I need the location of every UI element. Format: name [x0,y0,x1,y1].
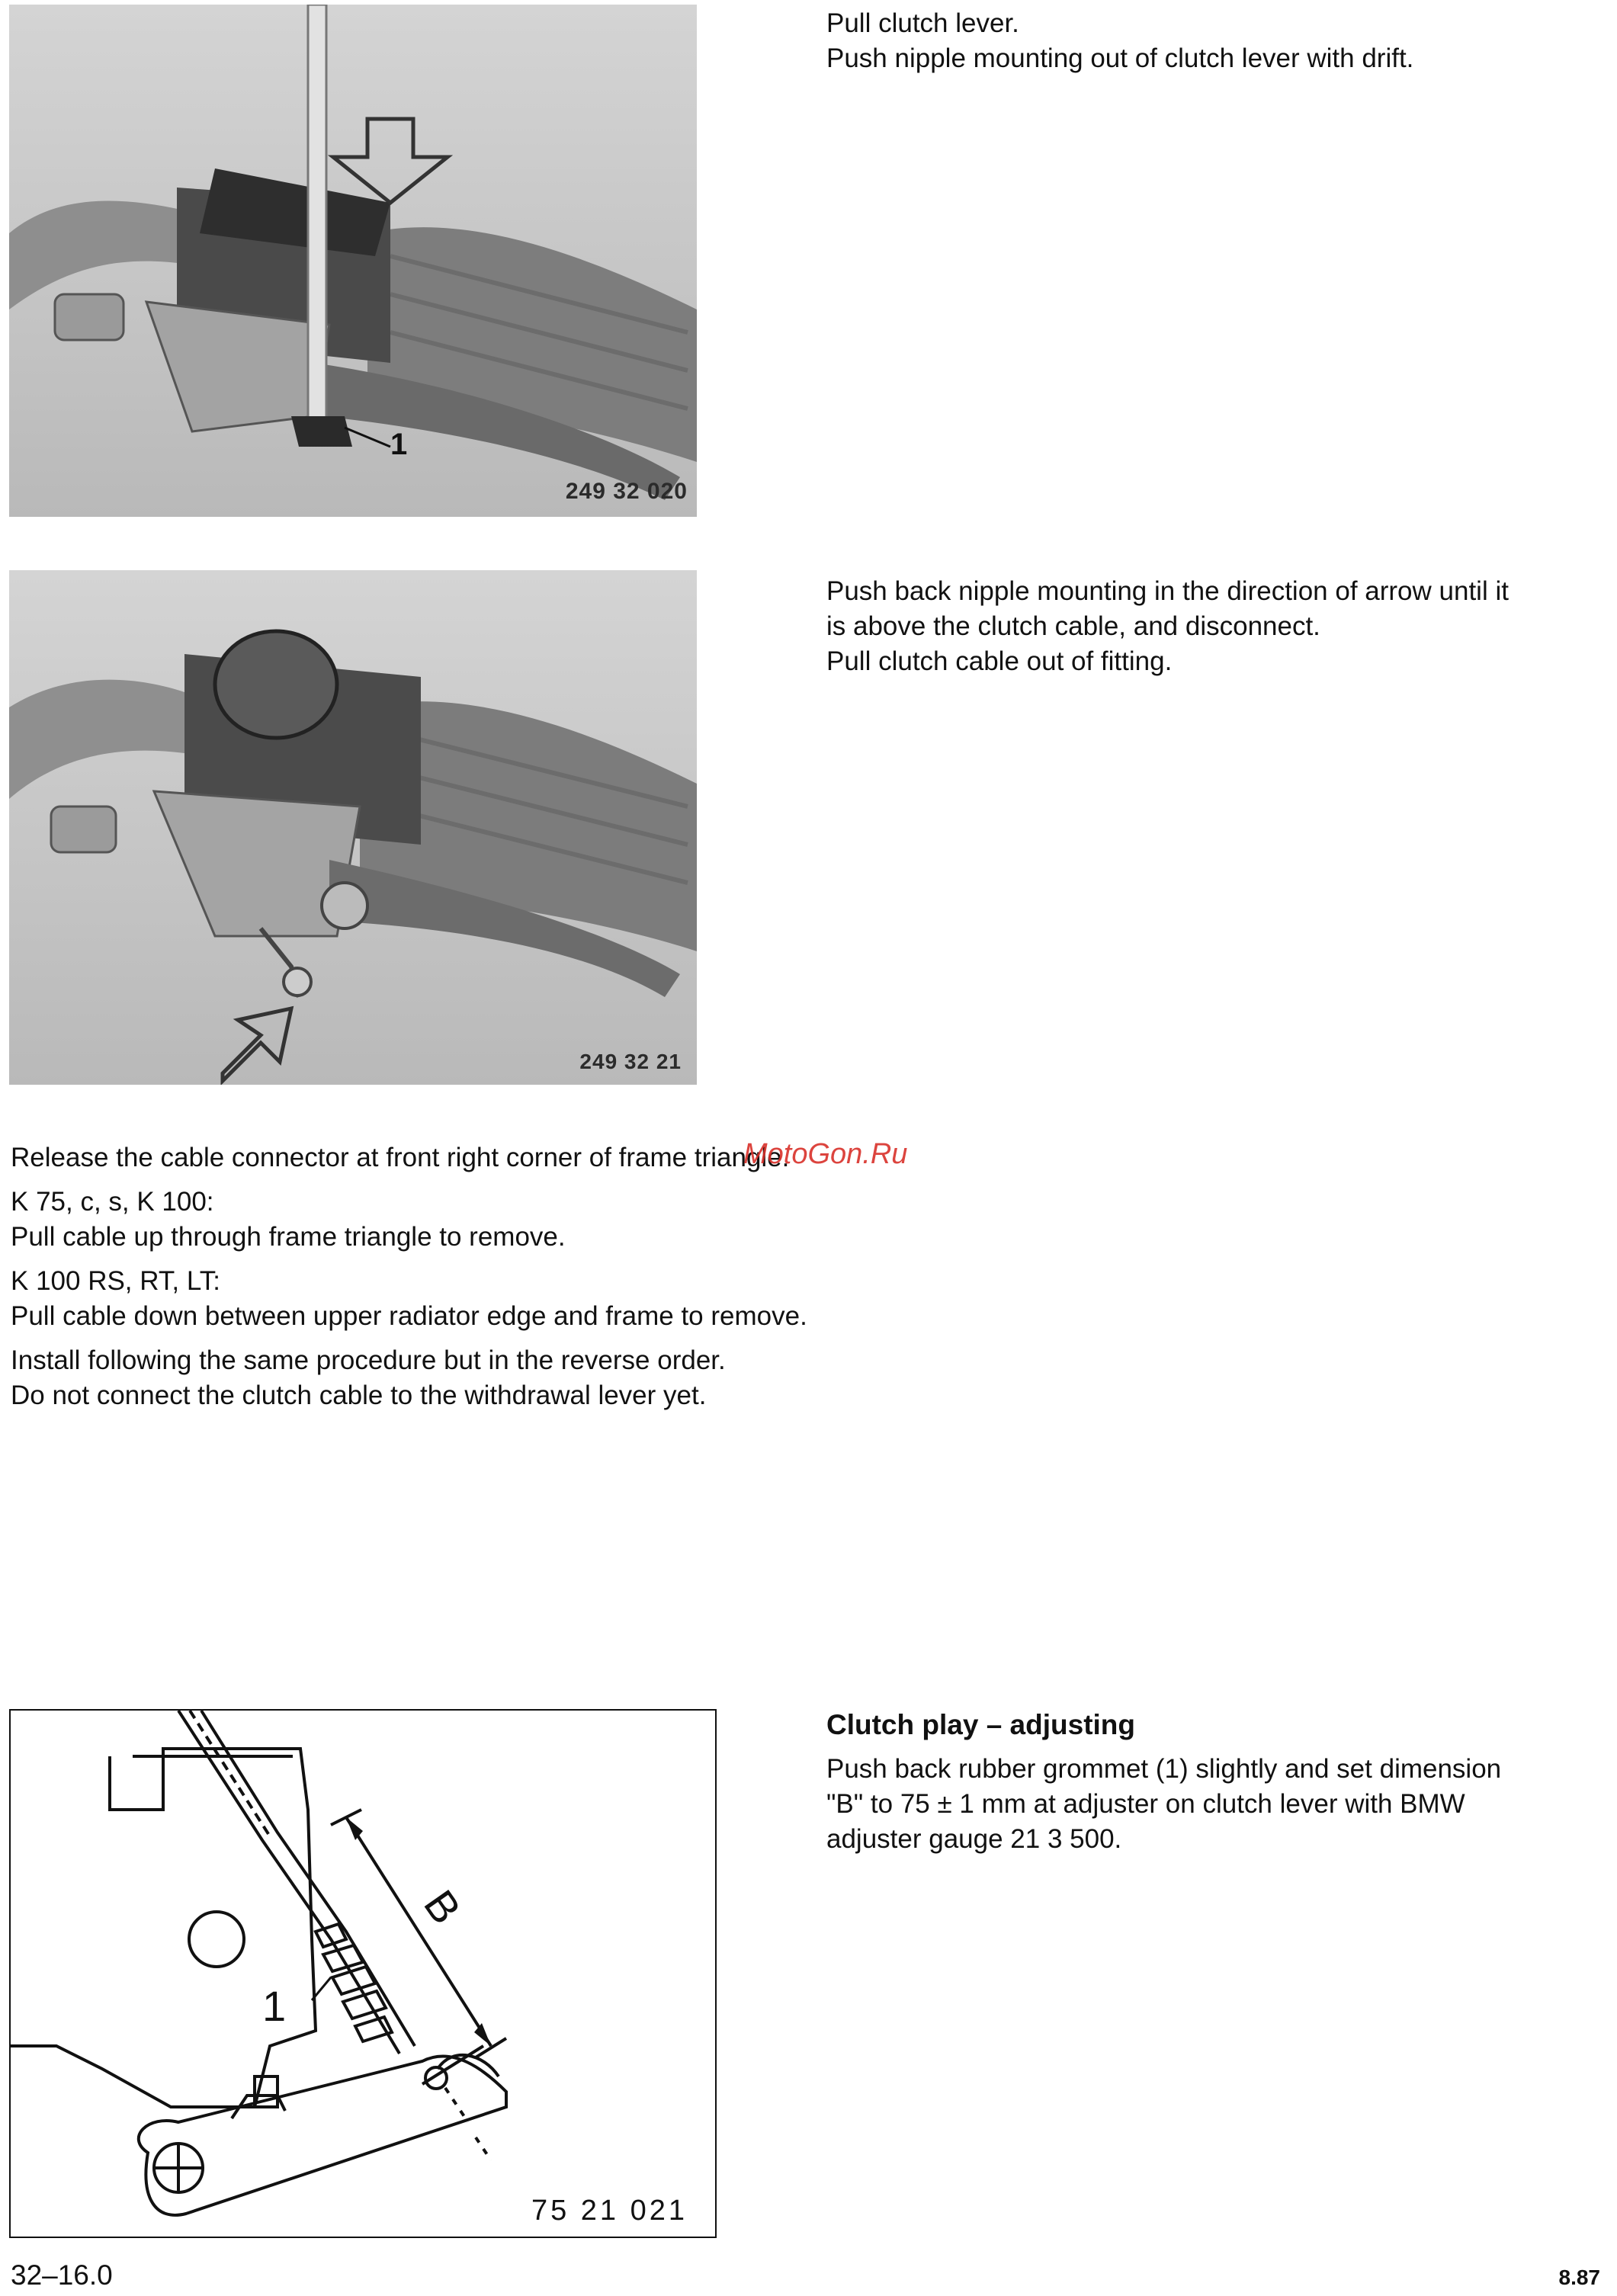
photo1-illustration [9,5,697,517]
photo1-code: 249 32 020 [565,479,688,504]
clutch-play-section [826,1708,1604,1857]
photo1-callout-1: 1 [390,428,408,461]
diagram-label-b: B [415,1881,471,1932]
step3-models-b: K 100 RS, RT, LT: [11,1266,220,1296]
step3-models-b-text: Pull cable down between upper radiator edge and frame to remove. [11,1301,807,1331]
watermark: MotoGon.Ru [743,1138,908,1170]
page-number: 32–16.0 [11,2259,113,2291]
step3-install-2: Do not connect the clutch cable to the withdrawal lever yet. [11,1380,707,1410]
step3-models-a: K 75, c, s, K 100: [11,1187,214,1217]
diagram-clutch-play [9,1709,717,2238]
clutch-play-line-3: adjuster gauge 21 3 500. [826,1824,1122,1854]
clutch-play-line-2: "B" to 75 ± 1 mm at adjuster on clutch lever with BMW [826,1789,1465,1819]
photo2-code: 249 32 21 [579,1050,682,1073]
clutch-play-heading: Clutch play – adjusting [826,1709,1135,1740]
photo-nipple-mounting-arrow [9,570,697,1085]
diagram-code: 75 21 021 [531,2195,688,2227]
diagram-label-1: 1 [262,1982,287,2030]
step1-line-1: Pull clutch lever. [826,8,1019,38]
step2-instructions [826,574,1604,679]
step3-install-1: Install following the same procedure but in the reverse order. [11,1345,726,1375]
step1-instructions [826,6,1589,76]
clutch-play-line-1: Push back rubber grommet (1) slightly and set dimension [826,1754,1502,1784]
step2-line-1: Push back nipple mounting in the direction of arrow until it [826,576,1509,606]
photo2-illustration [9,570,697,1085]
step3-release: Release the cable connector at front right corner of frame triangle. [11,1143,790,1172]
step2-line-2: is above the clutch cable, and disconnect. [826,611,1320,641]
step2-line-3: Pull clutch cable out of fitting. [826,646,1173,676]
photo-clutch-lever-drift [9,5,697,517]
diagram-line-drawing [11,1711,715,2237]
step1-line-2: Push nipple mounting out of clutch lever with drift. [826,43,1414,73]
revision-date: 8.87 [1558,2266,1600,2289]
step3-models-a-text: Pull cable up through frame triangle to remove. [11,1222,566,1252]
step3-instructions [11,1140,1002,1413]
